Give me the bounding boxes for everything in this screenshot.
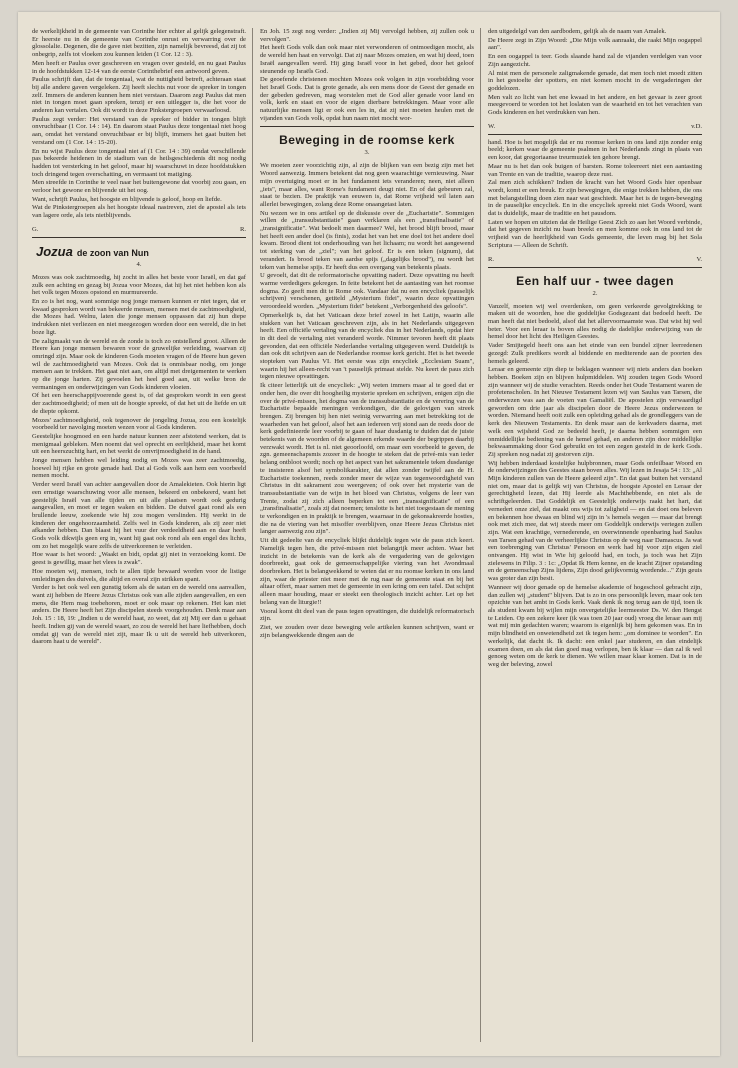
paragraph: Opmerkelijk is, dat het Vaticaan deze brief zowel in het Latijn, waarin alle stukken van het Vaticaan geschreven zijn, als in het Nederlands uitgegeven heeft. Een officiële vertaling van de encycliek dus in het Nederlands, opdat hier in dit deel de vertaling niet veranderd worde. Nimmer tevoren heeft dit plaats gevonden, dat een officiële Nederlandse vertaling uitgegeven werd. Duidelijk is dan ook dit schrijven aan de Nederlandse roomse kerk gericht. Het is het tweede stopteken van Paulus VI. Het eerste was zijn encycliek „Ecclesiam Suam", waarin hij het alleen-recht van 't pauselijk primaat stelde. Nu keert de paus zich tegen nieuwe opvattingen. <box>260 311 474 381</box>
paragraph: We moeten zeer voorzichtig zijn, al zijn de blijken van een bezig zijn met het Woord aanwezig. Immers betekent dat nog geen waarachtige vernieuwing. Naar mijn overtuiging moet er in het fundament iets veranderen; neen, niet alleen „iets", maar alles, want Rome's fundament deugt niet. En of dat gebeuren zal, staat te bezien. De praktijk van eeuwen is, dat Rome vrijheid wil laten aan allerlei bewegingen, zolang deze Rome onaangetast laten. <box>260 162 474 208</box>
article-heading-roomse-kerk: Beweging in de roomse kerk <box>279 133 455 148</box>
paragraph: Vader Smijtegeld heeft ons aan het einde van een bundel zijner leerredenen gezegd: Zulk predikers wordt al biddende en mediterende aan de poorten des hemels geleerd. <box>488 342 702 365</box>
paragraph: Leraar en gemeente zijn diep te beklagen wanneer wij niets anders dan boeken hebben. Boeken zijn en blijven hulpmiddelen. Wij zouden tegen Gods Woord zijn wanneer wij de studie verachten. Reeds onder het Oude Testament waren de profetenscholen. In het Nieuwe Testament lezen wij van Saulus van Tarsen, die onderwezen was aan de voeten van Gamaliël. De apostelen zijn verwaardigd geworden om drie jaar als discipelen door de Heere Jezus onderwezen te worden. Niemand heeft ooit zulk een opleiding gehad als de grondleggers van de kerk des Nieuwen Testaments. En denk maar aan de kerkvaders daarna, met welk een wijsheid God ze bedeeld heeft, je daarna hebben sommigen een onmiddellijke bediening van de hemel gehad, en anderen zijn door middellijke bekwaammaking door God gebruikt en tot een zegen gesteld in de kerk Gods. Zij spreken nog nadat zij gestorven zijn. <box>488 366 702 458</box>
paragraph: Hoe waar is het woord: „Waakt en bidt, opdat gij niet in verzoeking komt. De geest is gewillig, maar het vlees is zwak". <box>32 551 246 567</box>
section-divider <box>488 134 702 135</box>
paragraph: Jonge mensen hebben wel leiding nodig en Mozes was zeer zachtmoedig, hoewel hij rijke en grote genade had. Dat al Gods volk aan hem een voorbeeld nemen mocht. <box>32 457 246 480</box>
paragraph: De Heere zegt in Zijn Woord: „Die Mijn volk aanraakt, die raakt Mijn oogappel aan". <box>488 36 702 52</box>
section-divider <box>32 237 246 238</box>
article-number: 2. <box>592 289 598 297</box>
article-half-uur-body <box>488 303 702 669</box>
paragraph: Hoe moeten wij, mensen, toch te allen tijde bewaard worden voor de listige omleidingen des duivels, die altijd en overal zijn strikken spant. <box>32 567 246 583</box>
column-left <box>32 28 246 1042</box>
signature-initial: V. <box>696 255 702 263</box>
article-roomse-kerk-body <box>260 162 474 639</box>
signature-initial: W. <box>488 122 496 130</box>
paragraph: En Joh. 15 zegt nog verder: „Indien zij Mij vervolgd hebben, zij zullen ook u vervolgen". <box>260 28 474 43</box>
paragraph: Want, schrijft Paulus, het hoogste en blijvende is geloof, hoop en liefde. <box>32 195 222 203</box>
signature-initial: R. <box>488 255 495 263</box>
paragraph: Vooral komt dit deel van de paus tegen opvattingen, die duidelijk reformatorisch zijn. <box>260 607 474 623</box>
article-number: 3. <box>364 149 370 157</box>
column-right <box>488 28 702 1042</box>
newspaper-page <box>18 12 720 1056</box>
paragraph: Ik citeer letterlijk uit de encycliek: „Wij weten immers maar al te goed dat er onder hen, die over dit hoogheilig mysterie spreken en schrijven, enigen zijn die over de privé-missen, het dogma van de transsubstantiatie en de verering van de Eucharistie bepaalde meningen verkondigen, die de gelovigen van streek brengen. Zij brengen bij hen niet weinig verwarring aan met betrekking tot de waarheden van het geloof, alsof het aan iedereen vrij stond aan de reeds door de kerk gedefinieerde leer voorbij te gaan of haar dusdanig te duiden dat de juiste betekenis van de woorden of de algemeen erkende waarde der begrippen daarbij verzwakt wordt. Het is nl. niet geoorloofd, om maar een voorbeeld te geven, de zgn. gemeenschapsmis zozeer in de hoogte te steken dat de privé-mis van ieder belang ontbloot wordt; noch op het aspect van het sakramentele teken dusdanige te insisteren alsof het symbolikarakter, dat allen zonder twijfel aan de H. Eucharistie toekennen, reeds zonder meer de wijze van tegenwoordigheid van Christus in dit sakrament zou weergeven; of ook over het mysterie van de transsubstantiatie van de wijn in het bloed van Christus, volgens de leer van Trente, zodat zij zich alleen beperken tot een „transsignificatie" of een „transfinalisatie", zoals zij dat noemen; tenslotte is het niet toegestaan de mening te verkondigen en in praktijk te brengen, waarnaar in de gekonsakreerde hosties, die na de viering van het misoffer overblijven, onze Heere Jezus Christus niet langer aanwezig zou zijn". <box>260 382 474 536</box>
paragraph: Verder werd Israël van achter aangevallen door de Amalekieten. Ook hierin ligt een ernstige waarschuwing voor alle mensen, bekeerd en onbekeerd, want het geestelijk Israël van alle tijden en uit alle plaatsen wordt ook gedurig aangevallen, en moet er tegen waken en bidden. De duivel gaat rond als een brullende leeuw, zoekende wie hij zou mogen verslinden. Hij werkt in de kinderen der ongehoorzaamheid. Zelfs wel in Gods kinderen, als zij zeer niet afkander hebben. Dan blaast hij het vuur der verdeeldheid aan en daar heeft Gods volk dikwijls geen erg in, want hij gaat ook rond als een engel des lichts, om zo het mogelijk ware zelfs de uitverkorenen te verleiden. <box>32 481 246 550</box>
signature-initial: R. <box>239 225 246 233</box>
paragraph: de werkelijkheid in de gemeente van Corinthe hier echter al gelijk gelegenstraft. Er heerste nu in de gemeente van Corinthe onrust en verwarring over de glossolalie. Degenen, die de gave niet bezitten, zijn namelijk bevreesd, dat zij tot onbegrip, zelfs tot vloeken zou kunnen leiden (1 Cor. 12 : 3). <box>32 28 246 59</box>
author-signature <box>488 256 702 263</box>
paragraph: De zaligmaakt van de wereld en de zonde is toch zo ontstellend groot. Alleen de Heere kan jonge mensen bewaren voor de gruwelijke verleiding, waarvan zij omringd zijn. Maar ook de kinderen Gods moeten vragen of de Heere hun geven wil de zachtmoedigheid van Mozes. Ook dat is onmisbaar nodig, om jonge mensen aan te trekken. Het gaat niet aan, om altijd met dreigementen te werken op die jonge harten. Zij gevoelen het heel goed aan, uit welke bron de vermaningen en onderwijzingen van Gods kinderen vloeien. <box>32 337 246 391</box>
article-number: 4. <box>136 260 142 268</box>
paragraph: Geestelijke hoogmoed en een harde natuur kunnen zeer afstotend werken, dat is menigmaal gebleken. Men noemt dat wel oprecht en eerlijkheid, maar het komt uit een heerszuchtig hart, en het werkt de omvrijmoedigheid in de hand. <box>32 432 246 456</box>
paragraph: Nu wezen we in ons artikel op de diskussie over de „Eucharistie". Sommigen willen de „transsubstantiatie" gaan verklaren als een „transfinalisatie" of „transignificatie". Wat bedoelt men daarmee? Wel, het brood blijft brood, maar het heeft een ander doel (is finis), zodat het van het ene doel tot het andere doel kwam. Brood dient tot onderhouding van het lichaam; nu wordt het aangewend tot sterking van de „ziel"; van het geloof. Er is een teken (signum), dat verandert. Is brood teken van aardse spijs („dagelijks brood"), nu wordt het teken van hemelse spijs. Er heeft dus een overgang van betekenis plaats. <box>260 209 474 271</box>
heading-subtitle: de zoon van Nun <box>76 247 149 258</box>
author-signature <box>488 123 702 130</box>
article-jozua-continued <box>260 28 474 122</box>
paragraph: Men valt zo licht van het ene kwaad in het andere, en het gevaar is zeer groot meegevoerd te worden tot het loslaten van de waarheid en tot het verachten van Gods kinderen en het verdrukken van hen. <box>488 93 702 117</box>
paragraph: En nu wijst Paulus deze tongentaal niet af (1 Cor. 14 : 39) omdat verschillende pas bekeerde heidenen in de stadium van de heilsgeschiedenis dit nog nodig hadden tot versterking in het geloof, maar hij waarschuwt in deze hoofdstukken toch dringend tegen overschatting, en vermaant tot matiging. <box>32 147 246 178</box>
paragraph: Paulus schrijft dan, dat de tongentaal, wat de nuttigheid betreft, achteraan staat bij alle andere gaven vergeleken. Zij heeft slechts nut voor de spreker in tongen zelf. Immers de anderen kunnen hem niet verstaan. Daarom zegt Paulus dat men niet in tongen moet gaan spreken, tenzij er een uitlegger is, die het voor de anderen kan vertalen. Ook dit wordt in deze Pinkstergroepen verwaarloosd. <box>32 76 246 115</box>
paragraph: Het heeft Gods volk dan ook maar niet verwonderen of ontmoedigen mocht, als de wereld hen haat en vervolgt. Dat zij naar Mozes omzien, en wat hij deed, toen Israël aangevallen werd. Hij ging Israël voor in het gebed, door het geloof steunende op Israëls God. <box>260 44 474 75</box>
paragraph: Uit dit gedeelte van de encycliek blijkt duidelijk tegen wie de paus zich keert. Namelijk tegen hen, die privé-missen niet belangrijk meer achten. Waar het inzicht in de betekenis van de kerk als de vergadering van de gelovigen doorbreekt, gaat ook de gemeenschappelijke viering van het Avondmaal doorbreken. Het is belangwekkend te weten dat er nu roomse kerken in ons land zijn, waar de priester niet meer met de rug naar de gemeente staat en bij het altaar offert, maar samen met de gemeente in een kring om een tafel. Dat schijnt alleen maar houding, maar er steekt een theologisch inzicht achter. Let op het belang van de liturgie!! <box>260 537 474 606</box>
paragraph: Al mist men de personele zaligmakende genade, dat men toch niet moedt zitten in het gestoelte der spotters, en niet komen mocht in de vergaderingen der goddelozen. <box>488 69 702 92</box>
column-middle <box>260 28 474 1042</box>
paragraph: Zal men zich schikken? Indien de kracht van het Woord Gods hier openbaar wordt, komt er een breuk. Er zijn bewegingen, die enige trekken hebben, die ons met belangstelling doen zien naar wat geschiedt. Maar het is de tegen-beweging in de pauselijke encycliek. En in die encycliek spreekt niet Gods Woord, want dat is duidelijk, maar de traditie en het pausdom. <box>488 179 702 218</box>
paragraph: Wij hebben inderdaad kostelijke hulpbronnen, maar Gods onfeilbaar Woord en de onderwijzingen des Geestes staan boven alles. Wij lezen in Jesaja 54 : 13: „Al Mijn kinderen zullen van de Heere geleerd zijn". En dat gaat buiten het verstand niet om, maar dat is gelijk wij van Christus, de hoogste Apostel en Leraar der gerechtigheid lezen, dat Hij leerde als Machthebbende, en niet als de schriftgeleerden. Dat Goddelijk en Geestelijk onderwijs raakt het hart, dat vernedert onze ziel, dat maakt ons wijs tot zaligheid — en dat doet ons beleven en bekennen hoe dwaas en blind wij zijn in 's hemels wegen — maar dat brengt ook met zich mee, dat wij steeds meer om Goddelijk onderwijs vertegen zullen zijn. Wat een krachtige, vernederende, en overwinnende openbaring had Saulus van Tarsen gehad van de verheerlijkte Christus op de weg naar Damascus. Ja wat een toebrenging van Christus' Persoon en werk had hij voor zijn eigen ziel ontvangen. Hij wist in Wie hij geloofd had, en toch, ja toch was het Zijn zielewens in Filip. 3 : 1c: „Opdat Ik Hem kenne, en de kracht Zijner opstanding en de gemeenschap Zijns lijdens, Zijn dood gelijkvormig wordende..." Zijn geuis was groter dan zijn besit. <box>488 459 702 583</box>
section-divider <box>260 126 474 127</box>
paragraph: Men heeft er Paulus over geschreven en vragen over gesteld, en nu gaat Paulus in de hoofdstukken 12-14 van de eerste Corinthebrief een antwoord geven. <box>32 59 246 75</box>
paragraph: Wat de Pinkstergroepen als het hoogste ideaal nastreven, ziet de apostel als iets van lagere orde, als iets nietblijvends. <box>32 204 246 220</box>
article-roomse-kerk-ending <box>488 139 702 263</box>
paragraph: Ziet, we zouden over deze beweging vele artikelen kunnen schrijven, want er zijn belangwekkende dingen aan de <box>260 623 474 639</box>
signature-initial: v.D. <box>691 122 702 130</box>
paragraph: Wanneer wij door genade op de hemelse akademie of hogeschool gebracht zijn, dan zullen wij „student" blijven. Dat is zo in ons persoonlijk leven, maar ook ten opzichte van het ambt in Gods kerk. Vaak denk ik nog terug aan de tijd, toen ik als student kwam bij wijlen mijn onvergetelijke leermeester Ds. W. den Hengst te Leiden. Op een zekere keer (ik was toen 20 jaar oud) vroeg die leraar aan mij wat mij min gedachten waren; waarom is eigenlijk bij hem gekomen was. En in mijn blindheid en onwetendheid zei ik tegen hem: „om dominee te worden". En werkelijk, dat dacht ik. Ik dacht: een enkel jaar studeren, en dan eindelijk examen doen, en als dat dan goed mag verlopen, ben ik klaar — dan zal ik wel genoeg weten om de kerk te dienen. We willen maar klaar komen. Dat is in de weg der beleving, zowel <box>488 583 702 668</box>
paragraph: hand. Hoe is het mogelijk dat er nu roomse kerken in ons land zijn zonder enig beeld; kerken waar de gemeente psalmen in het Nederlands zingt in plaats van een koor, dat gregoriaanse treurmuziek ten gehore brengt. <box>488 138 702 162</box>
paragraph: den uitgedelgd van den aardbodem, gelijk als de naam van Amalek. <box>488 28 667 35</box>
heading-title: Jozua <box>36 243 73 259</box>
article-jozua-body <box>32 274 246 646</box>
article-glossolalie-ending <box>32 28 246 233</box>
paragraph: Verder is het ook wel een gunstig teken als de satan en de wereld ons aanvallen, want zij hebben de Heere Jezus Christus ook van alle zijden aangevallen, en een mens, die Hem mag toebehoren, moet er ook maar op rekenen. Het kan niet anders. De Heere heeft het Zijn discipelen steeds voorgehouden. Denk maar aan Joh. 15 : 18, 19: „Indien u de wereld haat, zo weet, dat zij Mij eer dan u gehaat heeft. Indien gij van de wereld waart, zo zou de wereld het hare liefhebben, doch omdat gij van de wereld niet zijt, maar Ik u uit de wereld heb uitverkoren, daarom haat u de wereld". <box>32 584 246 646</box>
paragraph: Paulus zegt verder: Het verstand van de spreker of bidder in tongen blijft onvruchtbaar (1 Cor. 14 : 14). En daarom staat Paulus deze tongentaal niet hoog aan, omdat het verstand onvruchtbaar er bij blijft, immers het gaat buiten het verstand om (1 Cor. 14 : 15-20). <box>32 115 246 146</box>
paragraph: En zo is het nog, want sommige nog jonge mensen kunnen er niet tegen, dat er kwaad gesproken wordt van bekeerde mensen, mensen met de zachtmoedigheid, die Mozes had. Welnu, laten die jonge mensen oppassen dat zij hun diepe indrukken niet verliezen en niet meegezogen worden door een wereld, die in het boze ligt. <box>32 297 246 336</box>
paragraph: En een oogappel is teer. Gods slaande hand zal de vijanden verdelgen van voor Zijn aangezicht. <box>488 53 702 68</box>
paragraph: Maar nu is het dan ook buigen of barsten. Rome toleereert niet een aantasting van Trente en van de traditie, waarop deze rust. <box>488 162 702 178</box>
paragraph: Laten we hopen en uitzien dat de Heilige Geest Zich zo aan het Woord verbinde, dat het gegeven inzicht nu baan breekt en men komme ook in ons land tot de vrijheid van de heerlijkheid van Gods gemeente, die leven mag bij het Sola Scriptura — Alleen de Schrift. <box>488 218 702 249</box>
paragraph: Mozes was ook zachtmoedig, hij zocht in alles het beste voor Israël, en dat gaf zulk een achting en gezag bij Jozua voor Mozes, dat hij het niet hebben kon als het volk tegen Mozes opstond en murmureerde. <box>32 273 246 297</box>
article-jozua-ending <box>488 28 702 130</box>
article-heading-jozua <box>32 244 246 259</box>
paragraph: Men streefde in Corinthe te veel naar het buitengewone dat voorbij zou gaan, en verloor het gewone en blijvende uit het oog. <box>32 179 246 195</box>
author-signature <box>32 226 246 233</box>
paragraph: Vanzelf, moeten wij wel overdenken, om geen verkeerde gevolgtrekking te maken uit de woorden, hoe die goddelijke Godsgezant dat bedoeld heeft. De man heeft dat niet bedoeld, alsof dat het allervoornaamste was. Dat wist hij wel beter. Voor een leraar is boven alles nodig de dadelijke onderwijzing van de hemel door het licht des Heiligen Geestes. <box>488 302 702 341</box>
column-divider <box>252 28 253 1042</box>
paragraph: Mozes' zachtmoedigheid, ook tegenover de jongeling Jozua, zou een kostelijk voorbeeld ter navolging moeten wezen voor al Gods kinderen. <box>32 416 246 432</box>
article-heading-half-uur: Een half uur - twee dagen <box>516 273 674 288</box>
paragraph: De geoefende christenen mochten Mozes ook volgen in zijn voorbidding voor het Israël Gods. Dat is grote genade, als een mens door de Geest der genade en der gebeden gedreven, mag worstelen met de God aller genade voor land en volk, kerk en staat en voor de eigen dierbare betrekkingen. Maar voor alle natuurlijke mensen ligt er ook een les in, dat zij niet moeten heulen met de vijanden van Gods volk, opdat hun naam niet mocht wor- <box>260 76 474 122</box>
signature-initial: G. <box>32 225 39 233</box>
column-divider <box>480 28 481 1042</box>
paragraph: U gevoelt, dat dit de reformatorische opvatting nadert. Deze opvatting nu heeft warme verdedigers gekregen. In feite betekent het de aantasting van het roomse dogma. Zo geeft men dit te Rome ook. Vandaar dat nu een encycliek (pauselijk schrijven) verschenen, getiteld „Mysterium fidei", waarin deze opvattingen veroordeeld worden. „Mysterium fidei" betekent „Verborgenheid des geloofs". <box>260 272 474 311</box>
section-divider <box>488 267 702 268</box>
paragraph: Of het een heerschappijvoerende geest is, of dat gesproken wordt in een geest der zachtmoedigheid; of men uit de hoogte spreekt, of dat het uit de liefde en uit de diepte opkomt. <box>32 392 246 415</box>
